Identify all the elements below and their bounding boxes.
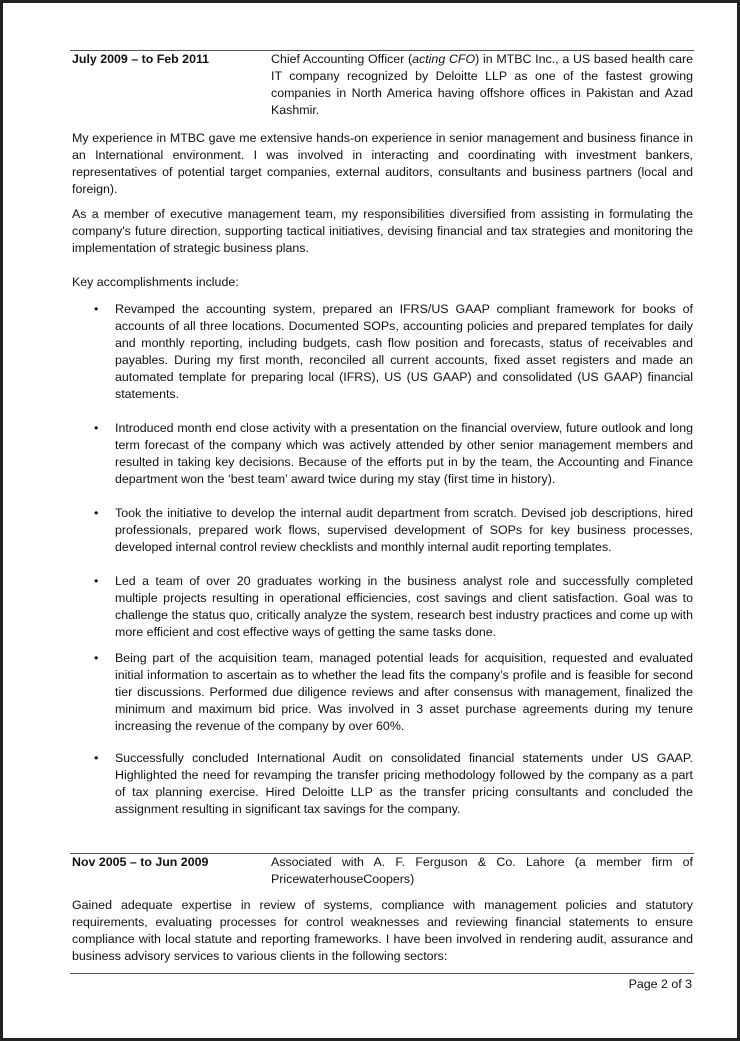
job-role (271, 51, 693, 119)
list-item-text: Being part of the acquisition team, managed potential leads for acquisition, requested and evaluated initial information to ascertain as to whether the lead fits the company’s profile and is feasible for second tier discussions. Performed due diligence reviews and after consensus with management, finalized the minimum and maximum bid price. Was involved in 3 asset purchase agreements during my tenure increasing the revenue of the company by over 60%. (115, 651, 693, 733)
bullet-icon: • (94, 421, 99, 435)
bullet-icon: • (94, 506, 99, 520)
paragraph: My experience in MTBC gave me extensive hands-on experience in senior management and business finance in an International environment. I was involved in interacting and coordinating with investment bankers, representatives of potential target companies, external auditors, consultants and business partners (local and foreign). (72, 131, 693, 196)
job-date: July 2009 – to Feb 2011 (72, 52, 210, 66)
list-item (72, 750, 693, 818)
key-accomplishments-heading: Key accomplishments include: (72, 275, 239, 289)
role-emphasis: acting CFO (412, 52, 476, 66)
job-date: Nov 2005 – to Jun 2009 (72, 855, 209, 869)
role-text: Chief Accounting Officer ( (271, 52, 413, 66)
bullet-icon: • (94, 651, 99, 665)
bullet-icon: • (94, 302, 99, 316)
bullet-icon: • (94, 574, 99, 588)
list-item-text: Revamped the accounting system, prepared an IFRS/US GAAP compliant framework for books of accounts of all three locations. Documented SOPs, accounting policies and prepared templates for daily and monthly reporting, including budgets, cash flow position and forecasts, status of receivables and payables. During my first month, reconciled all current accounts, fixed asset registers and made an automated template for preparing local (IFRS), US (US GAAP) and consolidated (US GAAP) financial statements. (115, 302, 693, 401)
bullet-icon: • (94, 751, 99, 765)
job-role: Associated with A. F. Ferguson & Co. Lahore (a member firm of PricewaterhouseCoopers) (271, 855, 693, 886)
list-item (72, 301, 693, 403)
list-item-text: Took the initiative to develop the internal audit department from scratch. Devised job descriptions, hired professionals, prepared work flows, supervised development of SOPs for key business processes, developed internal control review checklists and monthly internal audit reporting templates. (115, 506, 693, 554)
page-number: Page 2 of 3 (628, 977, 692, 991)
list-item-text: Introduced month end close activity with a presentation on the financial overview, future outlook and long term forecast of the company which was actively attended by other senior management members and resulted in taking key decisions. Because of the efforts put in by the team, the Accounting and Finance department won the ‘best team’ award twice during my stay (first time in history). (115, 421, 693, 486)
list-item-text: Successfully concluded International Audit on consolidated financial statements under US GAAP. Highlighted the need for revamping the transfer pricing methodology followed by the company as a part of tax planning exercise. Hired Deloitte LLP as the transfer pricing consultants and concluded the assignment resulting in significant tax savings for the company. (115, 751, 693, 816)
list-item-text: Led a team of over 20 graduates working in the business analyst role and successfully completed multiple projects resulting in operational efficiencies, cost savings and client satisfaction. Goal was to challenge the status quo, critically analyze the system, research best industry practices and come up with more efficient and cost effective ways of getting the same tasks done. (115, 574, 693, 639)
list-item (72, 420, 693, 488)
role-text: ) in MTBC Inc., a US based health care IT company recognized by Deloitte LLP as one of the fastest growing companies in North America having offshore offices in Pakistan and Azad Kashmir. (271, 52, 693, 117)
list-item (72, 650, 693, 735)
footer-rule (70, 973, 694, 974)
list-item (72, 505, 693, 556)
list-item (72, 573, 693, 641)
paragraph: As a member of executive management team, my responsibilities diversified from assisting in formulating the company's future direction, supporting tactical initiatives, devising financial and tax strategies and monitoring the implementation of strategic business plans. (72, 207, 693, 255)
paragraph: Gained adequate expertise in review of systems, compliance with management policies and statutory requirements, evaluating processes for control weaknesses and reviewing financial statements to ensure compliance with local statute and reporting frameworks. I have been involved in rendering audit, assurance and business advisory services to various clients in the following sectors: (72, 898, 693, 963)
